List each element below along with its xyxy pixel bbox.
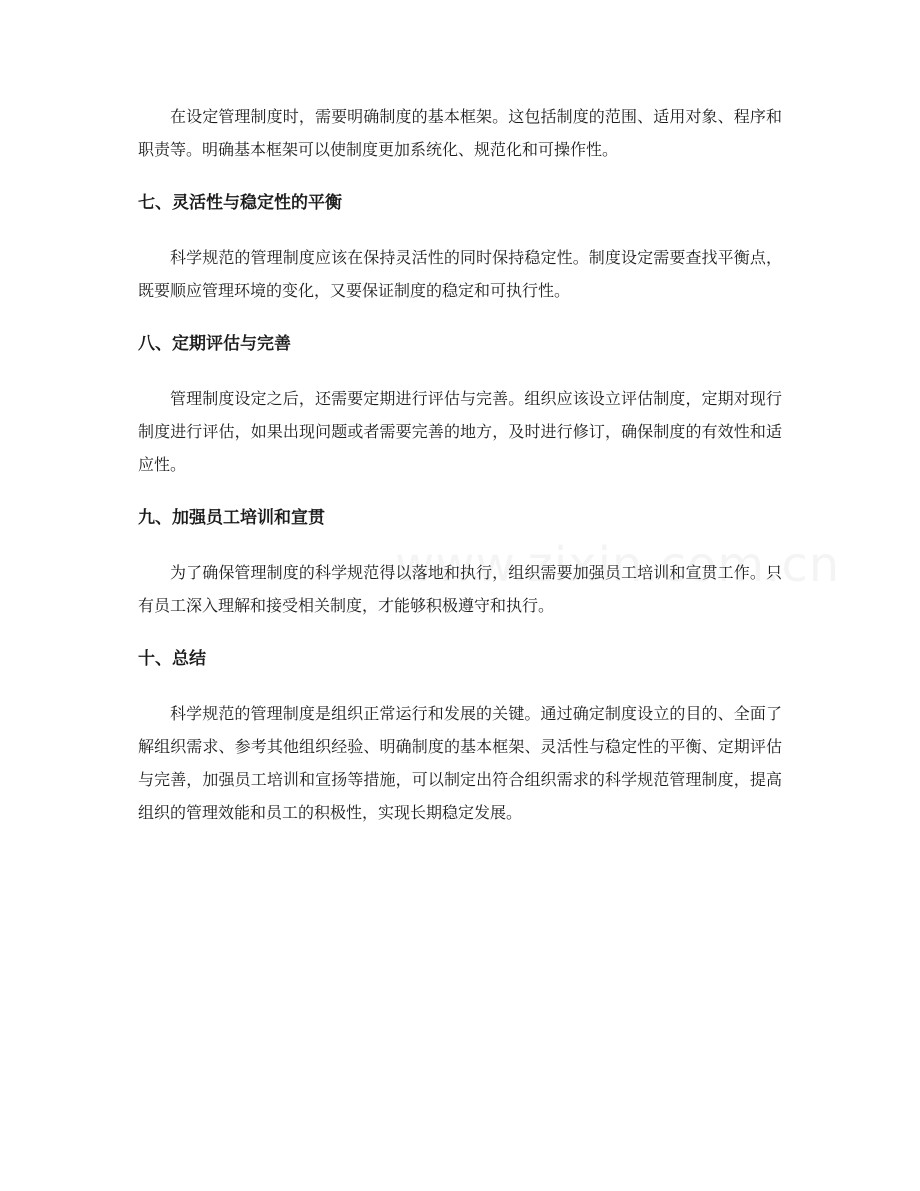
section-paragraph-8: 管理制度设定之后，还需要定期进行评估与完善。组织应该设立评估制度，定期对现行制度进行评估，如果出现问题或者需要完善的地方，及时进行修订，确保制度的有效性和适应性。 (138, 389, 782, 474)
section-paragraph-7: 科学规范的管理制度应该在保持灵活性的同时保持稳定性。制度设定需要查找平衡点，既要顺应管理环境的变化，又要保证制度的稳定和可执行性。 (138, 248, 782, 300)
document-page (138, 100, 782, 829)
section-paragraph-10: 科学规范的管理制度是组织正常运行和发展的关键。通过确定制度设立的目的、全面了解组织需求、参考其他组织经验、明确制度的基本框架、灵活性与稳定性的平衡、定期评估与完善，加强员工培训和宣扬等措施，可以制定出符合组织需求的科学规范管理制度，提高组织的管理效能和员工的积极性，实现长期稳定发展。 (138, 704, 782, 822)
section-heading-10: 十、总结 (138, 649, 206, 669)
section-heading-7: 七、灵活性与稳定性的平衡 (138, 193, 342, 213)
intro-paragraph: 在设定管理制度时，需要明确制度的基本框架。这包括制度的范围、适用对象、程序和职责等。明确基本框架可以使制度更加系统化、规范化和可操作性。 (138, 107, 782, 159)
section-paragraph-9: 为了确保管理制度的科学规范得以落地和执行，组织需要加强员工培训和宣贯工作。只有员工深入理解和接受相关制度，才能够积极遵守和执行。 (138, 563, 782, 615)
section-heading-9: 九、加强员工培训和宣贯 (138, 508, 325, 528)
section-heading-8: 八、定期评估与完善 (138, 334, 291, 354)
